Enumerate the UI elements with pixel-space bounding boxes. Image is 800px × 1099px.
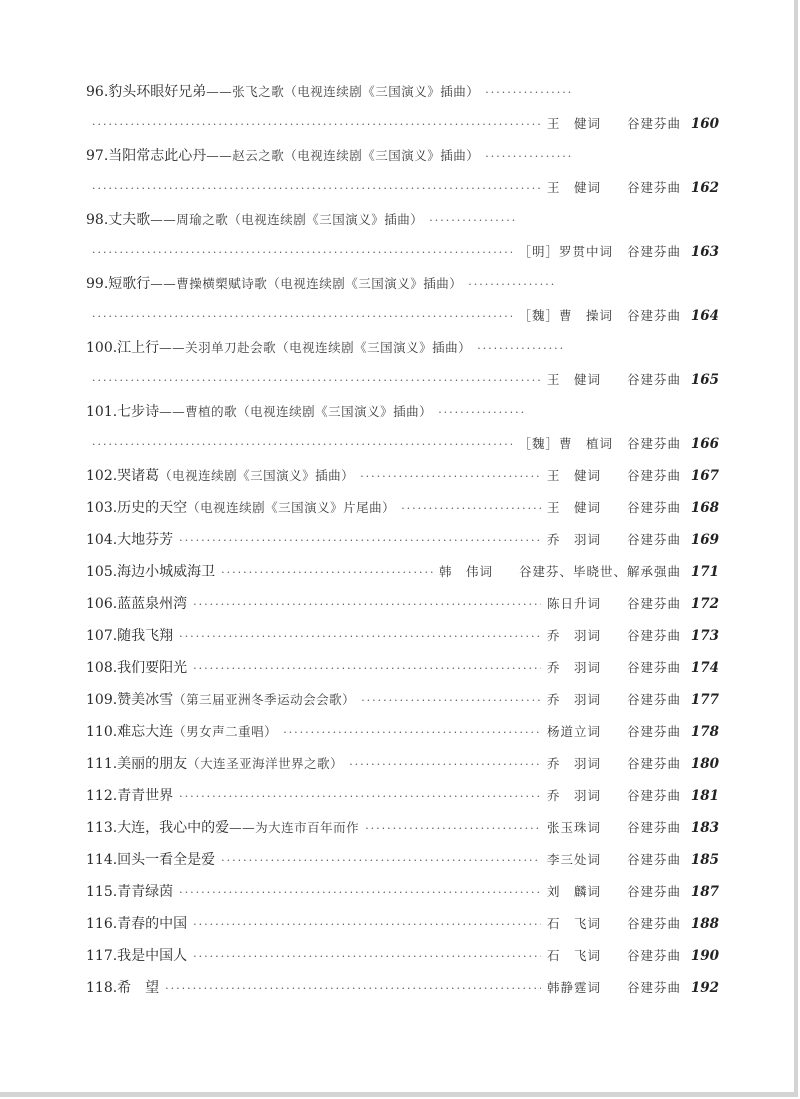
toc-entry[interactable] (86, 396, 719, 428)
dot-leader (221, 845, 541, 877)
entry-number: 111. (86, 756, 118, 772)
entry-number: 106. (86, 596, 118, 612)
dot-leader (92, 301, 512, 333)
entry-title: 当阳常志此心丹 (108, 148, 207, 164)
entry-subtitle: ——为大连市百年而作 (229, 820, 360, 835)
page-number: 160 (690, 116, 719, 132)
entry-number: 110. (86, 724, 118, 740)
credit (547, 652, 681, 684)
credit (439, 556, 681, 588)
credit (547, 748, 681, 780)
composer: 谷建芬曲 (626, 788, 681, 803)
entry-title: 哭诸葛 (117, 468, 160, 484)
dot-leader (283, 717, 541, 749)
entry-number: 108. (86, 660, 118, 676)
entry-title: 短歌行 (108, 276, 151, 292)
credit (547, 684, 681, 716)
dot-leader (477, 333, 563, 365)
credit (547, 780, 681, 812)
composer: 谷建芬曲 (626, 724, 681, 739)
toc-entry[interactable] (86, 876, 719, 908)
dot-leader (193, 909, 541, 941)
page-number: 177 (690, 692, 719, 708)
dot-leader (92, 429, 512, 461)
credit (547, 876, 681, 908)
toc-entry[interactable] (86, 972, 719, 1004)
lyricist: ［明］罗贯中词 (518, 244, 613, 259)
entry-number: 115. (86, 884, 118, 900)
composer: 谷建芬曲 (626, 756, 681, 771)
credit (547, 908, 681, 940)
dot-leader (193, 941, 541, 973)
lyricist: 刘 麟词 (546, 884, 601, 899)
toc-entry[interactable] (86, 652, 719, 684)
lyricist: 王 健词 (546, 468, 601, 483)
entry-title: 青青世界 (117, 788, 174, 804)
dot-leader (401, 493, 541, 525)
toc-entry[interactable] (86, 748, 719, 780)
toc-entry[interactable] (86, 492, 719, 524)
page-number: 190 (690, 948, 719, 964)
page-number: 181 (690, 788, 719, 804)
table-of-contents (86, 76, 719, 1004)
credit (547, 460, 681, 492)
composer: 谷建芬曲 (626, 596, 681, 611)
composer: 谷建芬曲 (626, 980, 681, 995)
composer: 谷建芬曲 (626, 116, 681, 131)
lyricist: 杨道立词 (546, 724, 601, 739)
dot-leader (193, 653, 541, 685)
composer: 谷建芬曲 (626, 852, 681, 867)
lyricist: 乔 羽词 (546, 788, 601, 803)
lyricist: ［魏］曹 操词 (518, 308, 613, 323)
toc-entry[interactable] (86, 140, 719, 172)
composer: 谷建芬曲 (626, 308, 681, 323)
composer: 谷建芬曲 (626, 436, 681, 451)
dot-leader (92, 173, 541, 205)
page-number: 188 (690, 916, 719, 932)
dot-leader (92, 109, 541, 141)
entry-number: 118. (86, 980, 118, 996)
toc-entry[interactable] (86, 76, 719, 108)
entry-title: 青青绿茵 (117, 884, 174, 900)
page-number: 183 (690, 820, 719, 836)
entry-number: 107. (86, 628, 118, 644)
page-number: 164 (690, 308, 719, 324)
entry-title: 历史的天空 (117, 500, 188, 516)
dot-leader (92, 237, 512, 269)
composer: 谷建芬曲 (626, 948, 681, 963)
dot-leader (193, 589, 541, 621)
toc-entry[interactable] (86, 332, 719, 364)
credit (547, 492, 681, 524)
page-number: 180 (690, 756, 719, 772)
entry-number: 97. (86, 148, 109, 164)
toc-entry[interactable] (86, 908, 719, 940)
entry-number: 100. (86, 340, 118, 356)
composer: 谷建芬曲 (626, 820, 681, 835)
entry-title: 青春的中国 (117, 916, 188, 932)
credit (547, 972, 681, 1004)
toc-entry[interactable] (86, 204, 719, 236)
dot-leader (361, 685, 541, 717)
entry-subtitle: ——曹操横槊赋诗歌（电视连续剧《三国演义》插曲） (150, 276, 463, 291)
entry-title: 海边小城威海卫 (117, 564, 216, 580)
lyricist: 王 健词 (546, 116, 601, 131)
dot-leader (468, 269, 554, 301)
toc-entry[interactable] (86, 556, 719, 588)
toc-entry[interactable] (86, 460, 719, 492)
entry-title: 丈夫歌 (108, 212, 151, 228)
credit (518, 236, 681, 268)
composer: 谷建芬曲 (626, 916, 681, 931)
dot-leader (221, 557, 433, 589)
toc-entry[interactable] (86, 620, 719, 652)
lyricist: 李三处词 (546, 852, 601, 867)
entry-title: 回头一看全是爱 (117, 852, 216, 868)
entry-subtitle: ——曹植的歌（电视连续剧《三国演义》插曲） (159, 404, 433, 419)
entry-subtitle: （大连圣亚海洋世界之歌） (187, 756, 344, 771)
dot-leader (438, 397, 524, 429)
credit (547, 364, 681, 396)
composer: 谷建芬曲 (626, 180, 681, 195)
entry-title: 江上行 (117, 340, 160, 356)
page-number: 173 (690, 628, 719, 644)
toc-entry[interactable] (86, 524, 719, 556)
page-number: 163 (690, 244, 719, 260)
lyricist: 王 健词 (546, 372, 601, 387)
toc-entry[interactable] (86, 716, 719, 748)
lyricist: 王 健词 (546, 500, 601, 515)
dot-leader (165, 973, 541, 1005)
credit (547, 588, 681, 620)
entry-title: 随我飞翔 (117, 628, 174, 644)
entry-title: 豹头环眼好兄弟 (108, 84, 207, 100)
credit (518, 428, 681, 460)
composer: 谷建芬曲 (626, 692, 681, 707)
entry-title: 赞美冰雪 (117, 692, 174, 708)
entry-number: 102. (86, 468, 118, 484)
toc-entry-continuation (86, 300, 719, 332)
page-number: 166 (690, 436, 719, 452)
composer: 谷建芬曲 (626, 372, 681, 387)
lyricist: 乔 羽词 (546, 756, 601, 771)
entry-subtitle: （男女声二重唱） (173, 724, 278, 739)
entry-title: 大连，我心中的爱 (117, 820, 230, 836)
toc-entry[interactable] (86, 812, 719, 844)
lyricist: 张玉珠词 (546, 820, 601, 835)
entry-subtitle: （电视连续剧《三国演义》片尾曲） (187, 500, 396, 515)
entry-title: 难忘大连 (117, 724, 174, 740)
toc-entry-continuation (86, 364, 719, 396)
page-number: 172 (690, 596, 719, 612)
credit (547, 172, 681, 204)
toc-entry[interactable] (86, 684, 719, 716)
dot-leader (485, 141, 571, 173)
lyricist: 陈日升词 (546, 596, 601, 611)
credit (547, 716, 681, 748)
credit (547, 524, 681, 556)
toc-entry-continuation (86, 108, 719, 140)
entry-title: 蓝蓝泉州湾 (117, 596, 188, 612)
dot-leader (179, 877, 541, 909)
dot-leader (360, 461, 541, 493)
entry-subtitle: ——关羽单刀赴会歌（电视连续剧《三国演义》插曲） (159, 340, 472, 355)
toc-entry[interactable] (86, 780, 719, 812)
page-number: 162 (690, 180, 719, 196)
page-number: 178 (690, 724, 719, 740)
entry-subtitle: ——赵云之歌（电视连续剧《三国演义》插曲） (206, 148, 480, 163)
entry-subtitle: ——张飞之歌（电视连续剧《三国演义》插曲） (206, 84, 480, 99)
dot-leader (179, 781, 541, 813)
entry-number: 96. (86, 84, 109, 100)
entry-number: 104. (86, 532, 118, 548)
dot-leader (179, 621, 541, 653)
lyricist: 乔 羽词 (546, 628, 601, 643)
entry-number: 109. (86, 692, 118, 708)
dot-leader (429, 205, 515, 237)
dot-leader (349, 749, 541, 781)
entry-number: 101. (86, 404, 118, 420)
entry-number: 116. (86, 916, 118, 932)
composer: 谷建芬曲 (626, 500, 681, 515)
composer: 谷建芬曲 (626, 628, 681, 643)
page-number: 192 (690, 980, 719, 996)
toc-entry[interactable] (86, 588, 719, 620)
entry-number: 105. (86, 564, 118, 580)
entry-title: 美丽的朋友 (117, 756, 188, 772)
composer: 谷建芬曲 (626, 532, 681, 547)
lyricist: 乔 羽词 (546, 660, 601, 675)
entry-title: 七步诗 (117, 404, 160, 420)
credit (547, 620, 681, 652)
page-number: 185 (690, 852, 719, 868)
entry-number: 114. (86, 852, 118, 868)
entry-number: 99. (86, 276, 109, 292)
page-number: 167 (690, 468, 719, 484)
entry-number: 98. (86, 212, 109, 228)
page-number: 168 (690, 500, 719, 516)
credit (547, 844, 681, 876)
page-number: 171 (690, 564, 719, 580)
credit (518, 300, 681, 332)
credit (547, 940, 681, 972)
entry-subtitle: （第三届亚洲冬季运动会会歌） (173, 692, 356, 707)
credit (547, 812, 681, 844)
toc-entry[interactable] (86, 844, 719, 876)
composer: 谷建芬曲 (626, 660, 681, 675)
toc-entry-continuation (86, 428, 719, 460)
lyricist: 王 健词 (546, 180, 601, 195)
page-number: 174 (690, 660, 719, 676)
toc-entry[interactable] (86, 268, 719, 300)
dot-leader (179, 525, 541, 557)
entry-number: 113. (86, 820, 118, 836)
entry-subtitle: （电视连续剧《三国演义》插曲） (159, 468, 355, 483)
composer: 谷建芬曲 (626, 468, 681, 483)
toc-entry-continuation (86, 236, 719, 268)
lyricist: 乔 羽词 (546, 532, 601, 547)
entry-title: 希 望 (117, 980, 160, 996)
composer: 谷建芬曲 (626, 884, 681, 899)
lyricist: ［魏］曹 植词 (518, 436, 613, 451)
entry-subtitle: ——周瑜之歌（电视连续剧《三国演义》插曲） (150, 212, 424, 227)
lyricist: 石 飞词 (546, 916, 601, 931)
lyricist: 乔 羽词 (546, 692, 601, 707)
page-number: 165 (690, 372, 719, 388)
entry-number: 112. (86, 788, 118, 804)
entry-title: 我是中国人 (117, 948, 188, 964)
lyricist: 韩静霆词 (546, 980, 601, 995)
entry-number: 117. (86, 948, 118, 964)
dot-leader (365, 813, 541, 845)
page-number: 187 (690, 884, 719, 900)
entry-title: 我们要阳光 (117, 660, 188, 676)
dot-leader (92, 365, 541, 397)
credit (547, 108, 681, 140)
lyricist: 石 飞词 (546, 948, 601, 963)
composer: 谷建芬、毕晓世、解承强曲 (518, 564, 681, 579)
lyricist: 韩 伟词 (438, 564, 493, 579)
toc-entry-continuation (86, 172, 719, 204)
toc-entry[interactable] (86, 940, 719, 972)
entry-number: 103. (86, 500, 118, 516)
dot-leader (485, 77, 571, 109)
entry-title: 大地芬芳 (117, 532, 174, 548)
composer: 谷建芬曲 (626, 244, 681, 259)
page-number: 169 (690, 532, 719, 548)
